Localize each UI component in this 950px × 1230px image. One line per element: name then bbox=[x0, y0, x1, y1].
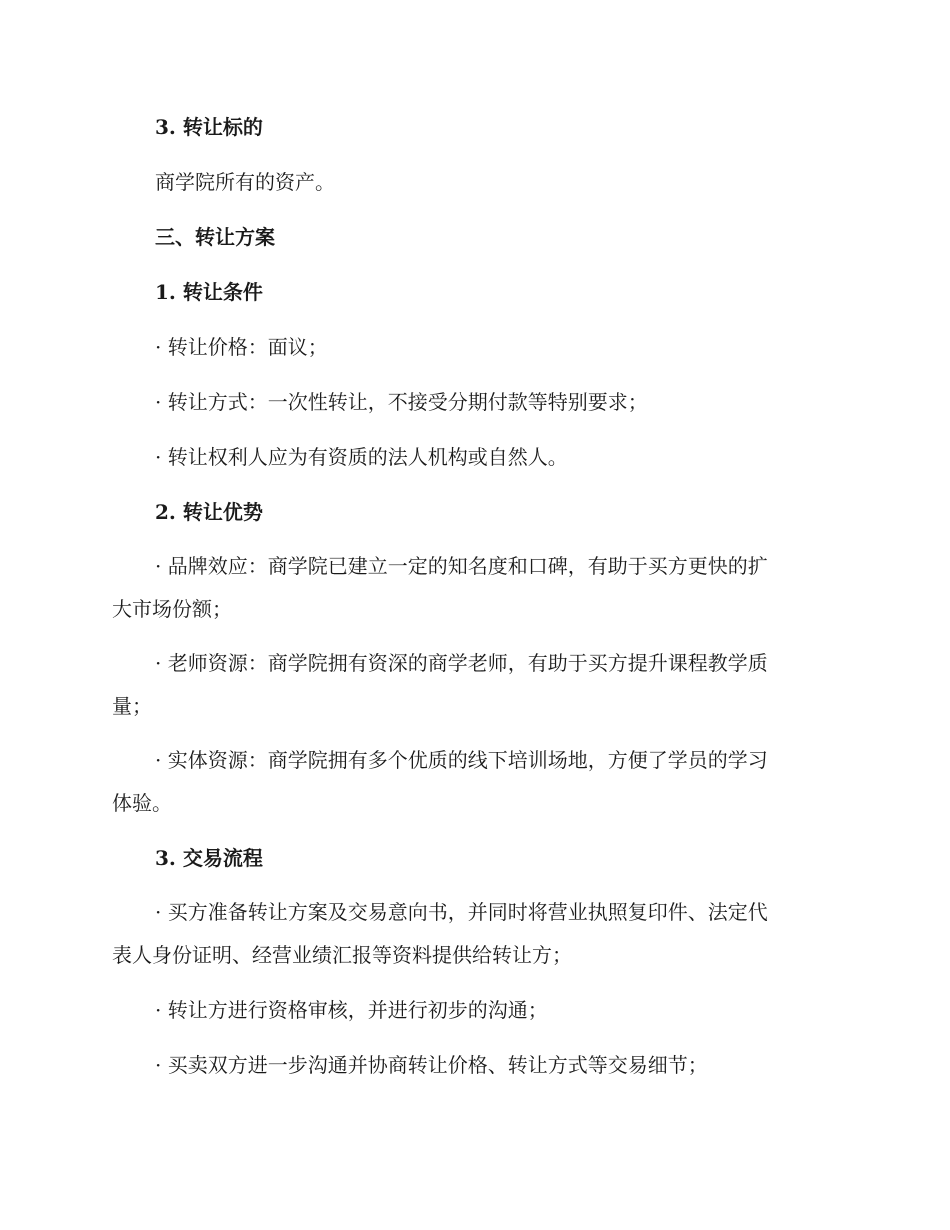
conditions-item: · 转让价格：面议； bbox=[155, 335, 328, 359]
part-3-title: 三、转让方案 bbox=[155, 225, 275, 249]
advantages-item-line: · 品牌效应：商学院已建立一定的知名度和口碑，有助于买方更快的扩 bbox=[155, 554, 768, 578]
conditions-title: 1. 转让条件 bbox=[155, 280, 263, 304]
advantages-item-line: 体验。 bbox=[112, 791, 172, 815]
advantages-item-line: · 老师资源：商学院拥有资深的商学老师，有助于买方提升课程教学质 bbox=[155, 651, 768, 675]
process-item-line: · 买方准备转让方案及交易意向书，并同时将营业执照复印件、法定代 bbox=[155, 900, 768, 924]
conditions-item: · 转让权利人应为有资质的法人机构或自然人。 bbox=[155, 445, 568, 469]
section-3-title: 3. 转让标的 bbox=[155, 115, 263, 139]
advantages-title: 2. 转让优势 bbox=[155, 500, 263, 524]
process-title: 3. 交易流程 bbox=[155, 846, 263, 870]
section-3-body: 商学院所有的资产。 bbox=[155, 170, 335, 194]
conditions-item: · 转让方式：一次性转让，不接受分期付款等特别要求； bbox=[155, 390, 648, 414]
advantages-item-line: · 实体资源：商学院拥有多个优质的线下培训场地，方便了学员的学习 bbox=[155, 748, 768, 772]
advantages-item-line: 大市场份额； bbox=[112, 597, 232, 621]
advantages-item-line: 量； bbox=[112, 694, 152, 718]
process-item-line: 表人身份证明、经营业绩汇报等资料提供给转让方； bbox=[112, 943, 572, 967]
process-item-line: · 买卖双方进一步沟通并协商转让价格、转让方式等交易细节； bbox=[155, 1053, 708, 1077]
process-item-line: · 转让方进行资格审核，并进行初步的沟通； bbox=[155, 998, 548, 1022]
